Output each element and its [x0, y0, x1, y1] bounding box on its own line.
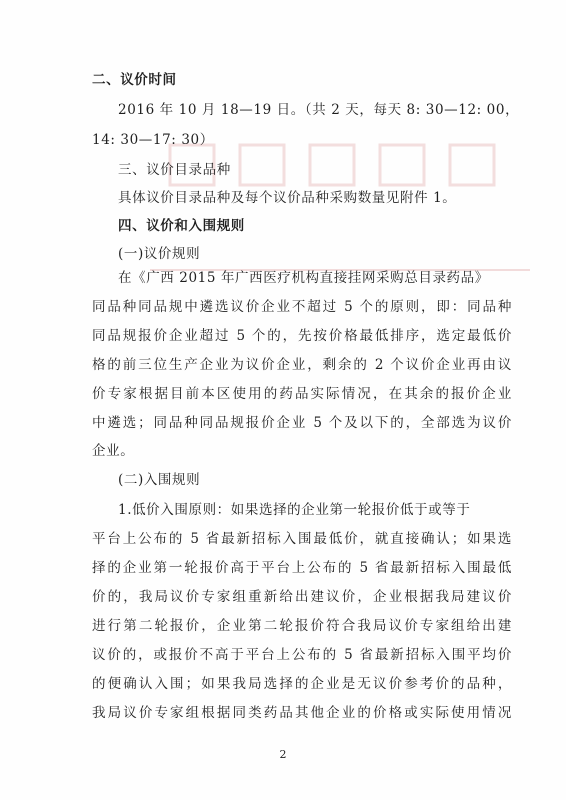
sub2-heading: (二)入围规则 — [118, 472, 201, 488]
sub2-line: 的便确认入围；如果我局选择的企业是无议价参考价的品种， — [92, 676, 512, 692]
sub1-line: 格的前三位生产企业为议价企业，剩余的 2 个议价企业再由议 — [92, 357, 512, 373]
section3-heading: 三、议价目录品种 — [118, 162, 231, 178]
sub1-line: 同品规报价企业超过 5 个的，先按价格最低排序，选定最低价 — [92, 328, 512, 344]
sub2-line: 我局议价专家组根据同类药品其他企业的价格或实际使用情况 — [92, 705, 512, 721]
section2-heading: 二、议价时间 — [92, 72, 177, 88]
sub1-line: 中遴选；同品种同品规报价企业 5 个及以下的，全部选为议价 — [92, 415, 512, 431]
sub1-line: 在《广西 2015 年广西医疗机构直接挂网采购总目录药品》 — [118, 270, 489, 286]
section2-line1: 2016 年 10 月 18—19 日。（共 2 天，每天 8: 30—12: 00， — [118, 102, 520, 118]
sub1-line: 企业。 — [92, 443, 135, 459]
sub2-line: 进行第二轮报价，企业第二轮报价符合我局议价专家组给出建 — [92, 618, 512, 634]
section3-body: 具体议价目录品种及每个议价品种采购数量见附件 1。 — [118, 190, 457, 206]
sub1-line: 价专家根据目前本区使用的药品实际情况，在其余的报价企业 — [92, 386, 512, 402]
sub2-line: 平台上公布的 5 省最新招标入围最低价，就直接确认；如果选 — [92, 531, 512, 547]
page-number: 2 — [279, 748, 287, 761]
sub2-line: 价的，我局议价专家组重新给出建议价，企业根据我局建议价 — [92, 589, 512, 605]
sub2-line: 议价的，或报价不高于平台上公布的 5 省最新招标入围平均价 — [92, 647, 512, 663]
section2-line2: 14: 30—17: 30） — [92, 132, 214, 148]
sub2-line: 择的企业第一轮报价高于平台上公布的 5 省最新招标入围最低 — [92, 560, 512, 576]
sub1-heading: (一)议价规则 — [118, 246, 201, 262]
section4-heading: 四、议价和入围规则 — [118, 218, 245, 234]
sub2-line: 1.低价入围原则：如果选择的企业第一轮报价低于或等于 — [118, 502, 471, 518]
sub1-line: 同品种同品规中遴选议价企业不超过 5 个的原则，即：同品种 — [92, 299, 512, 315]
